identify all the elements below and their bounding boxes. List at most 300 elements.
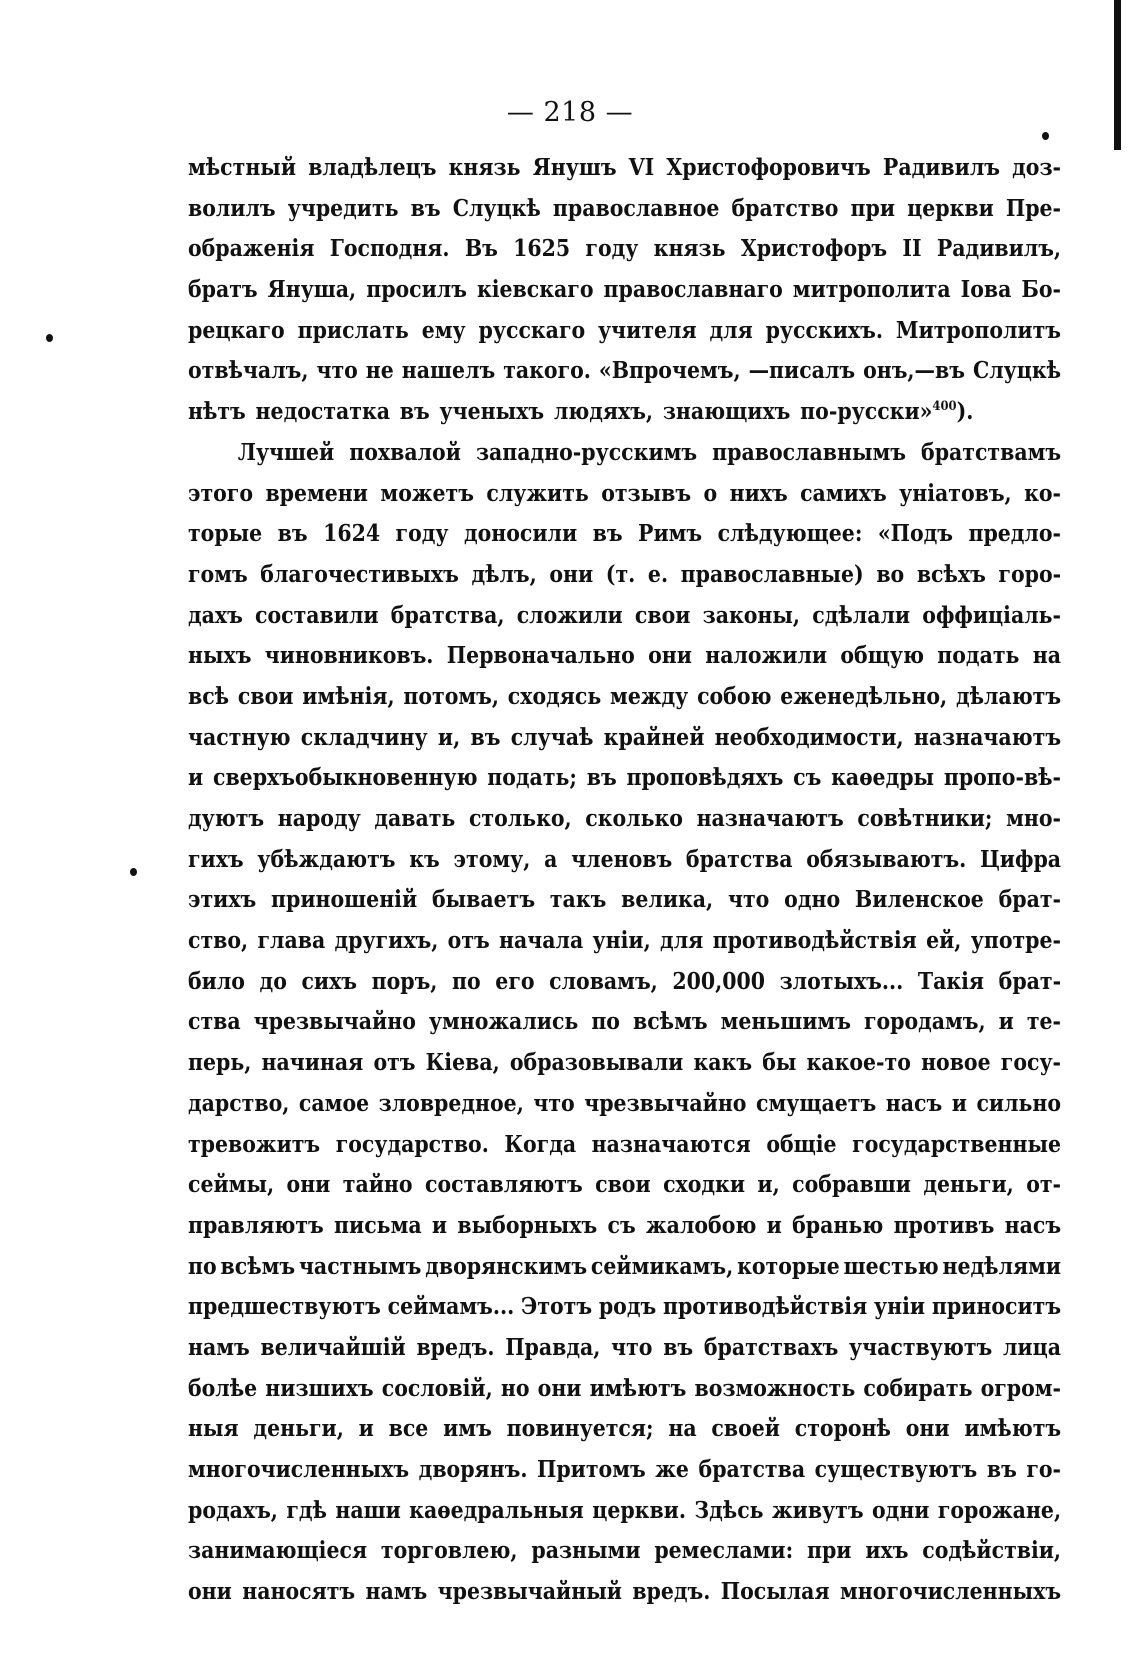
word: гихъ [188, 845, 244, 873]
word: сихъ [301, 967, 358, 995]
word: ко- [1024, 479, 1062, 507]
text-line [188, 1084, 1061, 1125]
word: году [585, 235, 639, 263]
word: членовъ [571, 845, 673, 873]
word: деньги, [253, 1415, 344, 1443]
word: жалобою [646, 1211, 757, 1239]
word: имѣютъ [964, 1415, 1062, 1443]
word: Притомъ [537, 1456, 646, 1483]
text-line [188, 1369, 1061, 1410]
word: ображенія [188, 235, 315, 263]
text-line [188, 311, 1061, 352]
word: словамъ, [549, 967, 658, 995]
word: другихъ, [334, 927, 439, 955]
word: Пре- [1005, 194, 1062, 222]
text-line [188, 880, 1061, 921]
word: еженедѣльно, [780, 682, 948, 710]
word: они [549, 560, 594, 588]
word: ныя [188, 1415, 239, 1443]
word: подать [937, 642, 1020, 670]
word: вредъ. [416, 1333, 495, 1361]
word: самое [298, 1089, 370, 1117]
text-line [188, 189, 1061, 230]
word: назначаются [591, 1130, 751, 1158]
word: при [850, 194, 896, 222]
word: православные) [680, 560, 864, 588]
word: Слуцкѣ [452, 194, 541, 222]
word: смущаетъ [756, 1089, 877, 1117]
word: всѣхъ [916, 560, 986, 588]
word: горо- [998, 560, 1062, 588]
word: государственные [852, 1130, 1062, 1158]
word: Кіева, [425, 1049, 500, 1077]
word: многочисленныхъ [188, 1456, 410, 1483]
word: гдѣ [286, 1496, 327, 1524]
word: отъ [373, 1049, 416, 1077]
word: просилъ [366, 276, 467, 304]
word: учредить [287, 194, 399, 222]
word: столько, [468, 805, 572, 832]
word: при [807, 1537, 852, 1565]
word: церкви. [592, 1496, 686, 1524]
word: Христофоровичъ [666, 154, 871, 181]
text-line [188, 148, 1061, 189]
word: къ [409, 845, 440, 873]
word: и [431, 1211, 448, 1239]
word: нѣтъ [188, 398, 246, 426]
word: правляютъ [188, 1211, 324, 1239]
word: съ [793, 764, 822, 792]
word: самихъ [800, 479, 887, 507]
word: Господня. [329, 235, 450, 263]
word: родъ [598, 1293, 657, 1321]
word: что [533, 1089, 575, 1117]
word: шестью [843, 1252, 939, 1280]
word: го- [1026, 1456, 1062, 1483]
word: случаѣ [510, 723, 594, 751]
word: Цифра [980, 845, 1062, 873]
word: братства [698, 1456, 806, 1483]
word: болѣе [188, 1374, 258, 1402]
word: такого. [503, 357, 591, 385]
word: церкви [907, 194, 994, 222]
word: сдѣлали [812, 601, 911, 629]
word: назначаютъ [913, 723, 1062, 751]
word: братства [685, 845, 793, 873]
text-line [188, 1531, 1061, 1572]
text-line [188, 392, 1061, 433]
word: въ [592, 520, 623, 548]
word: учителя [598, 316, 697, 344]
word: недѣлями [942, 1252, 1062, 1280]
word: недостатка [255, 398, 391, 426]
word: давать [374, 805, 456, 832]
word: —писалъ [748, 357, 856, 385]
word: противодѣйствія [663, 1293, 868, 1321]
word: доз- [1012, 154, 1062, 181]
word: одно [784, 886, 841, 914]
word: православнымъ [712, 438, 906, 466]
word: насъ [885, 1089, 943, 1117]
word: и, [437, 723, 461, 751]
closing-paren: ). [956, 398, 974, 426]
word: меньшимъ [720, 1008, 851, 1036]
word: по [591, 1008, 620, 1036]
text-line [188, 1247, 1061, 1288]
word: сходки [663, 1171, 746, 1199]
word: въ [586, 764, 617, 792]
word: на [1032, 642, 1062, 670]
word: Радивилъ, [936, 235, 1062, 263]
text-line [188, 1450, 1061, 1491]
text-line [188, 1002, 1061, 1043]
word: огром- [980, 1374, 1062, 1402]
word: а [544, 845, 558, 873]
word: и [998, 1008, 1014, 1036]
word: «Подъ [877, 520, 953, 548]
word: составляютъ [424, 1171, 583, 1199]
text-line [188, 718, 1061, 759]
word: низшихъ [265, 1374, 374, 1402]
word: чиновниковъ. [264, 642, 434, 670]
word: велика, [621, 886, 714, 914]
text-line [188, 840, 1061, 881]
text-line [188, 1125, 1061, 1166]
word: Янушъ [532, 154, 617, 181]
paragraph [188, 433, 1061, 1613]
word: перь, [188, 1049, 252, 1077]
word: какое-то [806, 1049, 911, 1077]
word: содѣйствіи, [922, 1537, 1062, 1565]
word: они [188, 1578, 232, 1606]
text-line [188, 351, 1061, 392]
word: сословій, [381, 1374, 493, 1402]
word: собирать [863, 1374, 973, 1402]
word: те- [1026, 1008, 1062, 1036]
word: они [286, 1171, 331, 1199]
word: сеймы, [188, 1171, 275, 1199]
text-line [188, 1409, 1061, 1450]
word: они [537, 1374, 582, 1402]
word: торговлею, [380, 1537, 518, 1565]
word: пропо-вѣ- [943, 764, 1062, 792]
word: участвуютъ [849, 1333, 993, 1361]
word: братствахъ [703, 1333, 839, 1361]
word: благочестивыхъ [260, 560, 459, 588]
text-line [188, 270, 1061, 311]
word: Радивилъ [882, 154, 1000, 181]
word: чрезвычайный [437, 1578, 622, 1606]
word: злотыхъ... [779, 967, 904, 995]
word: собою [697, 682, 772, 710]
word: кіевскаго [476, 276, 594, 304]
word: до [259, 967, 287, 995]
word: но [500, 1374, 530, 1402]
word: свои [237, 682, 294, 710]
word: имѣнія, [302, 682, 395, 710]
word: они [905, 1415, 950, 1443]
word: Лучшей [237, 438, 335, 466]
word: Правда, [505, 1333, 601, 1361]
word: брат- [998, 967, 1062, 995]
text-line [188, 962, 1061, 1003]
word: деньги, [923, 1171, 1014, 1199]
word: въ [277, 520, 308, 548]
word: уніатовъ, [899, 479, 1012, 507]
word: Здѣсь [694, 1496, 764, 1524]
word: этихъ [188, 886, 257, 914]
word: князь [653, 235, 726, 263]
word: они [648, 642, 692, 670]
word: чрезвычайно [253, 1008, 416, 1036]
word: православнаго [603, 276, 783, 304]
word: на [668, 1415, 697, 1443]
text-line [188, 677, 1061, 718]
text-line [188, 1043, 1061, 1084]
word: такъ [549, 886, 607, 914]
word: глава [257, 927, 326, 955]
word: доносили [463, 520, 578, 548]
word: госу- [1000, 1049, 1062, 1077]
word: дарство, [188, 1089, 290, 1117]
word: которые [737, 1252, 840, 1280]
word: и [766, 1211, 782, 1239]
word: Первоначально [446, 642, 635, 670]
word: Слуцкѣ [972, 357, 1062, 385]
word: ей, [926, 927, 962, 955]
word: зловредное, [378, 1089, 524, 1117]
word: свои [634, 601, 691, 629]
word: знающихъ [662, 398, 791, 426]
word: въ [399, 398, 430, 426]
word: прислать [297, 316, 409, 344]
word: Христофоръ [740, 235, 888, 263]
word: тревожитъ [188, 1130, 321, 1158]
word: совѣтники; [857, 805, 993, 832]
text-line [188, 1165, 1061, 1206]
word: какъ [693, 1049, 753, 1077]
word: дуютъ [188, 805, 265, 832]
word: сходясь [507, 682, 602, 710]
word: подать; [487, 764, 577, 792]
word: сколько [585, 805, 683, 832]
body-text [188, 148, 1061, 1613]
word: отвѣчалъ, [188, 357, 309, 385]
word: сильно [976, 1089, 1062, 1117]
word: 1625 [513, 235, 571, 263]
word: этого [188, 479, 254, 507]
word: рецкаго [188, 316, 285, 344]
word: имъ [443, 1415, 492, 1443]
text-line [188, 433, 1061, 474]
word: противодѣйствія [712, 927, 917, 955]
word: вредъ. [632, 1578, 711, 1606]
word: что [316, 357, 358, 385]
word: предло- [968, 520, 1062, 548]
word: что [728, 886, 770, 914]
word: сеймамъ... [387, 1293, 515, 1321]
word: сторонѣ [794, 1415, 891, 1443]
word: государство. [335, 1130, 489, 1158]
word: для [709, 316, 753, 344]
word: новое [921, 1049, 991, 1077]
word: уніи, [592, 927, 651, 955]
word: дѣлъ, [471, 560, 537, 588]
word: митрополита [792, 276, 951, 304]
word: 200,000 [672, 967, 765, 995]
word: мѣстный [188, 154, 297, 181]
word: от- [1026, 1171, 1062, 1199]
text-line [188, 758, 1061, 799]
word: съ [607, 1211, 636, 1239]
word: Виленское [854, 886, 984, 914]
word: оффиціаль- [922, 601, 1062, 629]
word: ихъ [865, 1537, 909, 1565]
word: Посылая [720, 1578, 830, 1606]
word: бранью [792, 1211, 884, 1239]
word: слѣдующее: [717, 520, 863, 548]
word: похвалой [349, 438, 461, 466]
margin-dot [46, 334, 53, 342]
word: складчину [300, 723, 428, 751]
word: обязываютъ. [806, 845, 967, 873]
word: дѣлаютъ [955, 682, 1062, 710]
word: сложили [516, 601, 623, 629]
text-line [188, 514, 1061, 555]
word: Митрополитъ [895, 316, 1062, 344]
word: ученыхъ [439, 398, 545, 426]
word: ства [188, 1008, 241, 1036]
word: западно-русскимъ [475, 438, 698, 466]
word: ему [421, 316, 466, 344]
word: служить [486, 479, 589, 507]
word: наложили [705, 642, 828, 670]
word: не [365, 357, 394, 385]
word: онъ,—въ [863, 357, 965, 385]
word: частную [188, 723, 291, 751]
word: (т. [605, 560, 636, 588]
word: «Впрочемъ, [598, 357, 741, 385]
word: народу [277, 805, 361, 832]
text-line [188, 596, 1061, 637]
word: образовывали [509, 1049, 684, 1077]
text-line [188, 1572, 1061, 1613]
word: ремеслами: [654, 1537, 794, 1565]
word: составили [255, 601, 379, 629]
word: дворянъ. [418, 1456, 528, 1483]
word: братства, [390, 601, 505, 629]
word: крайней [603, 723, 705, 751]
text-line [188, 1328, 1061, 1369]
word: году [395, 520, 449, 548]
word: князь [448, 154, 521, 181]
word: разными [531, 1537, 641, 1565]
word: этому, [453, 845, 531, 873]
word: намъ [188, 1333, 250, 1361]
word: законы, [702, 601, 801, 629]
word: противъ [893, 1211, 995, 1239]
word: имѣютъ [589, 1374, 687, 1402]
word: людяхъ, [553, 398, 654, 426]
text-line [188, 799, 1061, 840]
word: Януша, [267, 276, 357, 304]
word: владѣлецъ [308, 154, 437, 181]
word: всѣ [188, 682, 230, 710]
text-line [188, 921, 1061, 962]
word: же [655, 1456, 689, 1483]
word: наносятъ [242, 1578, 356, 1606]
word: нихъ [729, 479, 788, 507]
text-line [188, 474, 1061, 515]
word: Іова [960, 276, 1012, 304]
word: Въ [464, 235, 498, 263]
word: било [188, 967, 245, 995]
word: бываетъ [431, 886, 536, 914]
word: въ [410, 194, 441, 222]
word: торые [188, 520, 263, 548]
word: 1624 [323, 520, 381, 548]
word: нашелъ [401, 357, 496, 385]
word: уніи [874, 1293, 926, 1321]
word: городамъ, [863, 1008, 986, 1036]
word: каѳедры [831, 764, 935, 792]
word: поръ, [371, 967, 438, 995]
margin-dot [1042, 132, 1049, 140]
word: Римъ [638, 520, 703, 548]
word: что [611, 1333, 653, 1361]
word: своей [711, 1415, 780, 1443]
word: существуютъ [814, 1456, 978, 1483]
word: Когда [504, 1130, 577, 1158]
word: его [495, 967, 535, 995]
word: по [452, 967, 481, 995]
word: сверхъобыкновенную [212, 764, 478, 792]
page-number: — 218 — [506, 97, 634, 128]
word: между [610, 682, 689, 710]
word: и [188, 764, 204, 792]
word: дахъ [188, 601, 243, 629]
word: насъ [1004, 1211, 1062, 1239]
word: ныхъ [188, 642, 252, 670]
word: занимающіеся [188, 1537, 368, 1565]
word: отзывъ [601, 479, 692, 507]
text-line [188, 555, 1061, 596]
word: тайно [342, 1171, 413, 1199]
word: убѣждаютъ [257, 845, 396, 873]
word: Этотъ [521, 1293, 593, 1321]
word: и [951, 1089, 967, 1117]
word: времени [265, 479, 368, 507]
word: и, [757, 1171, 780, 1199]
word: во [876, 560, 905, 588]
word: лица [1003, 1333, 1062, 1361]
word: наши [335, 1496, 401, 1524]
word: по-русски»$^{400}$). [800, 398, 974, 426]
word: можетъ [380, 479, 474, 507]
word: Такія [917, 967, 985, 995]
word: бы [762, 1049, 797, 1077]
word: брат- [998, 886, 1062, 914]
word: собравши [792, 1171, 911, 1199]
word: проповѣдяхъ [626, 764, 784, 792]
word: живутъ [771, 1496, 864, 1524]
word: въ [470, 723, 501, 751]
word: общіе [766, 1130, 837, 1158]
word: умножались [428, 1008, 579, 1036]
word: приноситъ [931, 1293, 1062, 1321]
word: Бо- [1021, 276, 1062, 304]
text-line [188, 1287, 1061, 1328]
